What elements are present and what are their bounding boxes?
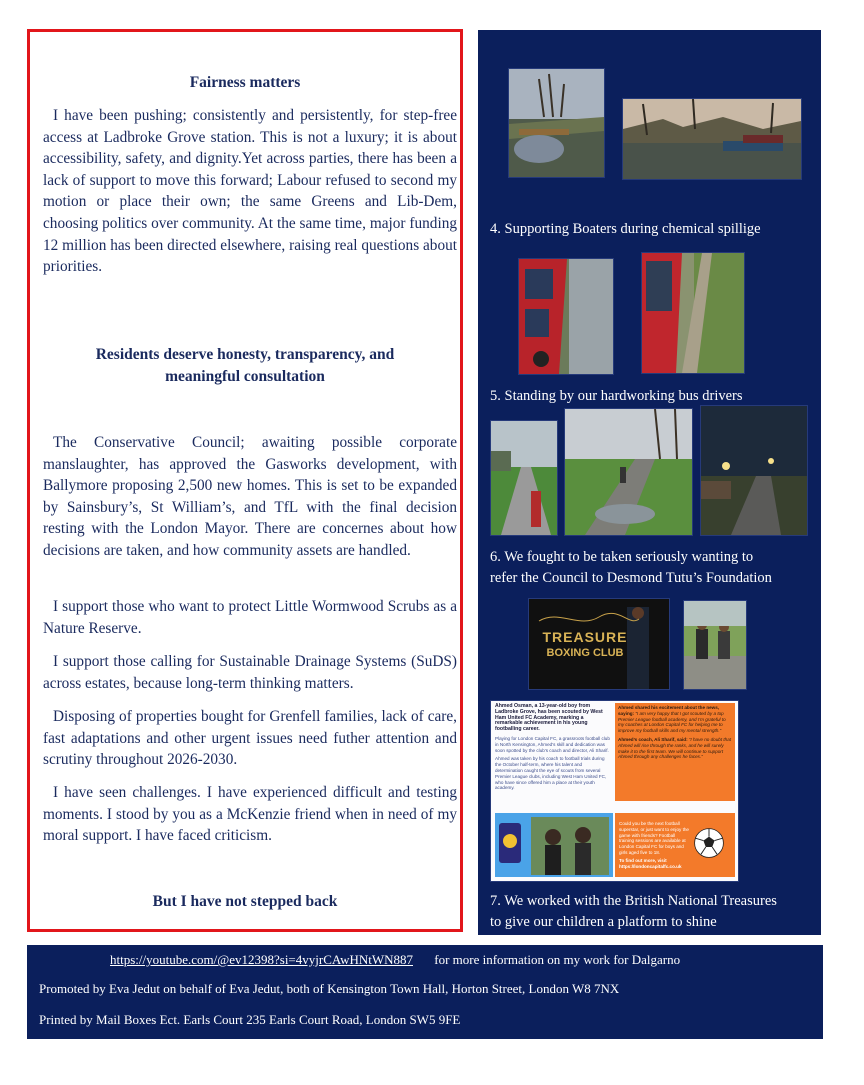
- park-photo-1: [490, 420, 558, 536]
- article-promo-link: To find out more, visit https://londoncapitalfc.co.uk: [619, 857, 682, 869]
- canal-photo-1: [508, 68, 605, 178]
- left-text-box: [27, 29, 463, 932]
- caption-tutu-line1: 6. We fought to be taken seriously wanting to: [490, 549, 754, 565]
- closing-statement: But I have not stepped back: [152, 893, 338, 910]
- boxing-logo-text-1: TREASURE: [542, 629, 628, 645]
- park-photo-3: [700, 405, 808, 536]
- article-quote-box: [615, 703, 735, 801]
- article-photo: [495, 813, 613, 877]
- football-icon: [693, 827, 725, 859]
- park-photo-2: [564, 408, 693, 536]
- treasure-boxing-club-logo: [528, 598, 670, 690]
- caption-national-treasures-line1: 7. We worked with the British National Treasures: [490, 893, 777, 909]
- paragraph-gasworks: The Conservative Council; awaiting possible corporate manslaughter, has approved the Gasworks development, with Ballymore proposing 2,500 new homes. This is set to be expanded by Sainsbury’s, St William’s, and TfL with the final decision resting with the London Mayor. There are concernes about how decisions are taken, and how community assets are handled.: [43, 434, 457, 559]
- news-article-collage: [490, 700, 739, 882]
- boxing-training-photo: [683, 600, 747, 690]
- article-promo-box: [615, 813, 735, 877]
- caption-national-treasures-line2: to give our children a platform to shine: [490, 914, 717, 930]
- paragraph-grenfell: Disposing of properties bought for Grenfell families, lack of care, fast adaptations and other urgent issues need futher attention and scrutiny throughout 2026-2030.: [43, 708, 457, 769]
- article-para-1: Playing for London Capital FC, a grassroots football club in North Kensington, Ahmed’s skill and dedication was soon spotted by the club’s coach and director, Ali Sharif.: [495, 735, 610, 753]
- article-quote-2: “I have no doubt that Ahmed will rise through the ranks, and he will surely make it to the first team. We will continue to support Ahmed through any challenges he faces.”: [618, 736, 732, 760]
- article-para-2: Ahmed was taken by his coach to football trials during the October half-term, where his talent and determination caught the eye of scouts from several Premier League clubs, including West Ham United FC, who have since offered him a place at their youth academy.: [495, 756, 607, 791]
- paragraph-suds: I support those calling for Sustainable Drainage Systems (SuDS) across estates, because long-term thinking matters.: [43, 653, 457, 692]
- heading-honesty-line1: Residents deserve honesty, transparency, and: [95, 346, 395, 363]
- footer-imprint: [27, 945, 823, 1039]
- article-promo-text: Could you be the next football superstar, or just want to enjoy the game with friends? Football training sessions are available at London Capital FC for boys and girls aged five to 18.: [619, 821, 689, 855]
- caption-bus-drivers: 5. Standing by our hardworking bus drivers: [490, 388, 743, 404]
- youtube-link[interactable]: https://youtube.com/@ev12398?si=4vyjrCAwHNtWN887: [110, 952, 413, 967]
- article-intro: Ahmed Osman, a 13-year-old boy from Ladbroke Grove, has been scouted by West Ham United FC Academy, marking a remarkable achievement in his young footballing career.: [495, 703, 603, 733]
- bus-photo-2: [641, 252, 745, 374]
- article-quote-intro: Ahmed shared his excitement about the news, saying:: [618, 705, 720, 716]
- promoted-by-line: Promoted by Eva Jedut on behalf of Eva Jedut, both of Kensington Town Hall, Horton Street, London W8 7NX: [39, 981, 620, 996]
- printed-by-line: Printed by Mail Boxes Ect. Earls Court 235 Earls Court Road, London SW5 9FE: [39, 1012, 461, 1027]
- article-coach-intro: Ahmed’s coach, Ali Sharif, said:: [618, 736, 688, 742]
- right-photo-panel: [478, 30, 821, 935]
- caption-tutu-line2: refer the Council to Desmond Tutu’s Foundation: [490, 570, 772, 586]
- paragraph-step-free-access: I have been pushing; consistently and persistently, for step-free access at Ladbroke Grove station. This is not a luxury; it is about accessibility, safety, and dignity.Yet across parties, there has been a lack of support to move this forward; Labour refused to second my motion or place their own; the same Greens and Lib-Dem, choosing politics over community. At the same time, major funding 12 million has been directed elsewhere, raising real questions about priorities.: [43, 107, 457, 276]
- caption-boaters: 4. Supporting Boaters during chemical spillige: [490, 221, 761, 237]
- canal-photo-2: [622, 98, 802, 180]
- paragraph-challenges: I have seen challenges. I have experienced difficult and testing moments. I stood by you as a McKenzie friend when in need of my moral support. I have faced criticism.: [43, 784, 457, 845]
- bus-photo-1: [518, 258, 614, 375]
- boxing-logo-text-2: BOXING CLUB: [546, 647, 624, 659]
- paragraph-wormwood-scrubs: I support those who want to protect Little Wormwood Scrubs as a Nature Reserve.: [43, 598, 457, 637]
- heading-honesty-line2: meaningful consultation: [165, 368, 325, 385]
- article-quote-1: “I am very happy that I got scouted by a top Premier League football academy, and I’m grateful to my coaches at London Capital FC for helping me to improve my football skills and my mental strength.”: [618, 710, 726, 734]
- youtube-link-suffix: for more information on my work for Dalgarno: [434, 952, 681, 967]
- heading-fairness-matters: Fairness matters: [189, 74, 301, 91]
